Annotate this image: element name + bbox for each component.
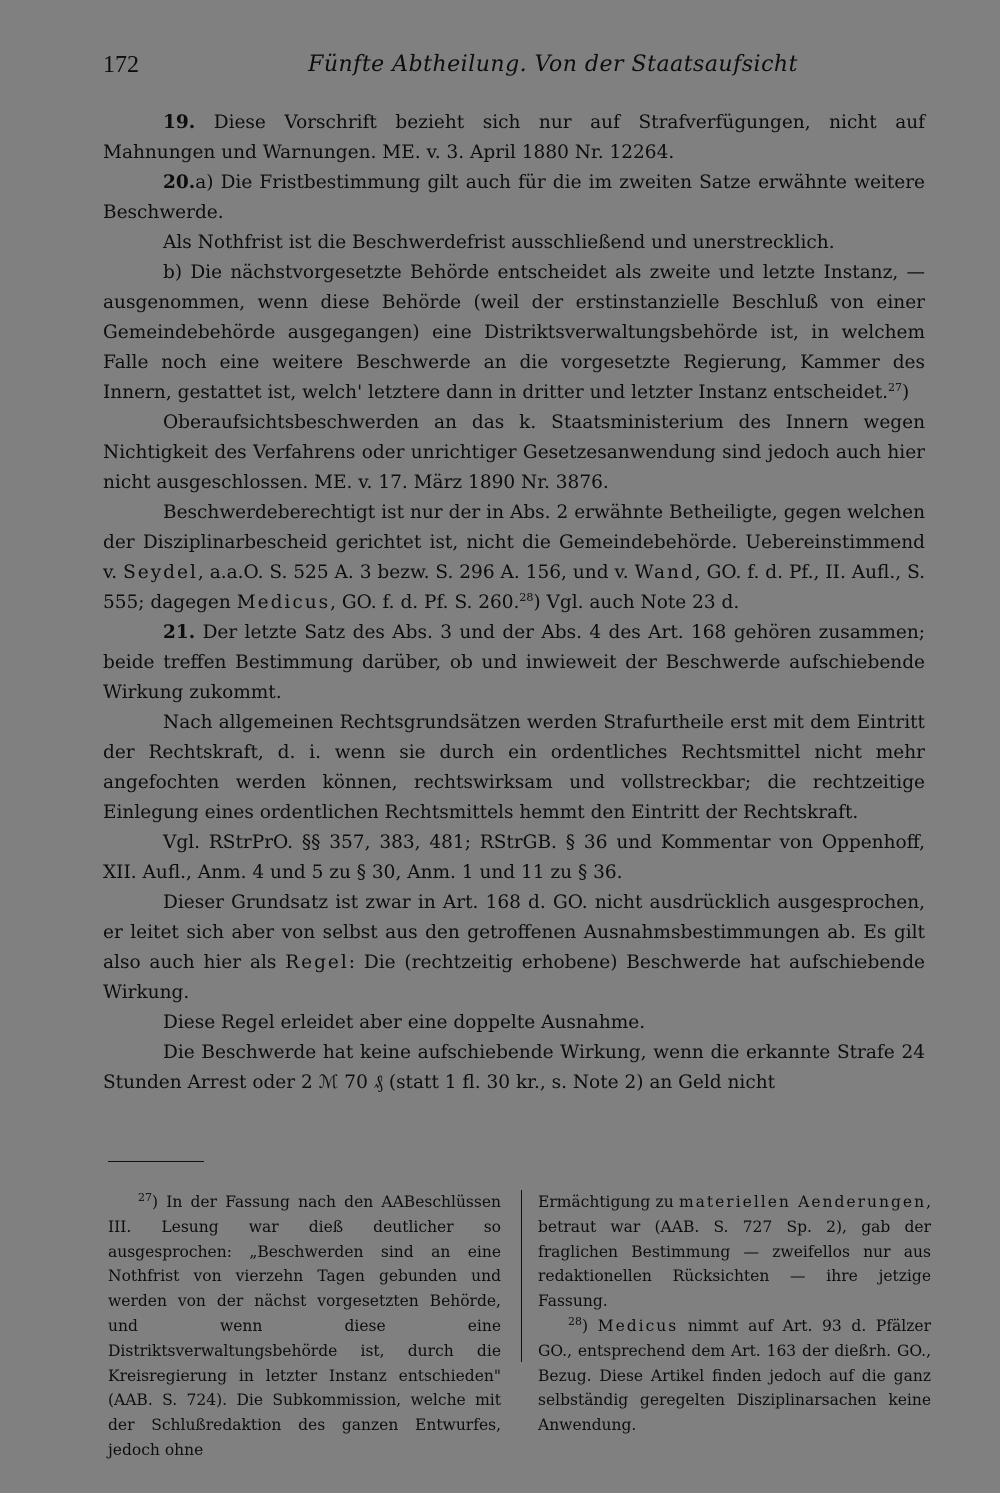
paragraph-oberaufsicht xyxy=(103,408,925,498)
footnote-column-left xyxy=(108,1190,501,1463)
main-text xyxy=(103,108,925,1098)
paragraph-21 xyxy=(103,618,925,708)
footnote-ref: 28 xyxy=(519,590,534,604)
paragraph-keine-wirkung xyxy=(103,1038,925,1098)
footnote-27-continued xyxy=(538,1190,931,1314)
footnote-28 xyxy=(538,1314,931,1438)
running-title: Fünfte Abtheilung. Von der Staatsaufsicht xyxy=(308,52,798,77)
note-number: 19. xyxy=(163,112,196,133)
emphasis: materiellen Aenderungen xyxy=(678,1193,927,1211)
paragraph-nothfrist xyxy=(103,228,925,258)
footnote-text: ) In der Fassung nach den AABeschlüssen III. Lesung war dieß deutlicher so ausgesprochen: „Beschwerden sind an eine Nothfrist von vierzehn Tagen gebunden und werden von der nächst vorgesetzten Behörde, und wenn diese eine Distriktsverwaltungsbehörde ist, durch die Kreisregierung in letzter Instanz entschieden" (AAB. S. 724). Die Subkommission, welche mit der Schlußredaktion des ganzen Entwurfes, jedoch ohne xyxy=(108,1193,501,1459)
paragraph-20b xyxy=(103,258,925,408)
paragraph-ausnahme xyxy=(103,1008,925,1038)
paragraph-text: Als Nothfrist ist die Beschwerdefrist ausschließend und unerstrecklich. xyxy=(163,232,835,253)
paragraph-text: Der letzte Satz des Abs. 3 und der Abs. 4 des Art. 168 gehören zusammen; beide treffen Bestimmung darüber, ob und inwieweit der Beschwerde aufschiebende Wirkung zukommt. xyxy=(103,622,925,703)
note-number: 20. xyxy=(163,172,196,193)
paragraph-text: : Die (rechtzeitig erhobene) Beschwerde hat aufschiebende Wirkung. xyxy=(103,952,925,1003)
footnote-marker: 28 xyxy=(568,1314,582,1328)
paragraph-19 xyxy=(103,108,925,168)
footnote-ref: 27 xyxy=(888,380,903,394)
footnote-separator xyxy=(108,1161,204,1162)
footnote-27 xyxy=(108,1190,501,1463)
footnote-column-right xyxy=(538,1190,931,1438)
page-number: 172 xyxy=(103,52,139,78)
paragraph-text: Diese Regel erleidet aber eine doppelte Ausnahme. xyxy=(163,1012,646,1033)
paragraph-vgl xyxy=(103,828,925,888)
paragraph-text: Dieser Grundsatz ist zwar in Art. 168 d. GO. nicht ausdrücklich ausgesprochen, er leitet sich aber von selbst aus den getroffenen Ausnahmsbestimmungen ab. Es gilt also auch hier als xyxy=(103,892,925,973)
paragraph-20a xyxy=(103,168,925,228)
paragraph-text: , GO. f. d. Pf., II. Aufl., S. 555; dagegen xyxy=(103,562,925,613)
paragraph-text: ) Vgl. auch Note 23 d. xyxy=(533,592,740,613)
footnote-text: nimmt auf Art. 93 d. Pfälzer GO., entsprechend dem Art. 163 der dießrh. GO., Bezug. Diese Artikel finden jedoch auf die ganz selbständig geregelten Disziplinarsachen keine Anwendung. xyxy=(538,1316,931,1435)
footnote-text: ) xyxy=(582,1316,589,1335)
author-name: Seydel xyxy=(123,562,198,583)
paragraph-text: Oberaufsichtsbeschwerden an das k. Staatsministerium des Innern wegen Nichtigkeit des Verfahrens oder unrichtiger Gesetzesanwendung sind jedoch auch hier nicht ausgeschlossen. ME. v. 17. März 1890 Nr. 3876. xyxy=(103,412,925,493)
paragraph-rechtsgrundsaetze xyxy=(103,708,925,828)
paragraph-text: Diese Vorschrift bezieht sich nur auf Strafverfügungen, nicht auf Mahnungen und Warnungen. ME. v. 3. April 1880 Nr. 12264. xyxy=(103,112,925,163)
emphasis: Regel xyxy=(285,952,349,973)
paragraph-text: ) xyxy=(902,382,910,403)
paragraph-text: Die Beschwerde hat keine aufschiebende Wirkung, wenn die erkannte Strafe 24 Stunden Arrest oder 2 ℳ 70 ₰ (statt 1 fl. 30 kr., s. Note 2) an Geld nicht xyxy=(103,1042,925,1093)
column-divider xyxy=(521,1190,522,1362)
author-name: Wand xyxy=(634,562,695,583)
page-header xyxy=(103,52,925,82)
author-name: Medicus xyxy=(597,1316,679,1335)
footnote-marker: 27 xyxy=(138,1190,152,1204)
author-name: Medicus xyxy=(236,592,331,613)
paragraph-beschwerdeberechtigt xyxy=(103,498,925,618)
paragraph-text: , GO. f. d. Pf. S. 260. xyxy=(330,592,520,613)
paragraph-grundsatz xyxy=(103,888,925,1008)
paragraph-text: a) Die Fristbestimmung gilt auch für die im zweiten Satze erwähnte weitere Beschwerde. xyxy=(103,172,925,223)
paragraph-text: , a.a.O. S. 525 A. 3 bezw. S. 296 A. 156, und v. xyxy=(197,562,629,583)
paragraph-text: Beschwerdeberechtigt ist nur der in Abs. 2 erwähnte Betheiligte, gegen welchen der Disziplinarbescheid gerichtet ist, nicht die Gemeindebehörde. Uebereinstimmend v. xyxy=(103,502,925,583)
paragraph-text: Vgl. RStrPrO. §§ 357, 383, 481; RStrGB. § 36 und Kommentar von Oppenhoff, XII. Aufl., Anm. 4 und 5 zu § 30, Anm. 1 und 11 zu § 36. xyxy=(103,832,925,883)
footnote-text: , betraut war (AAB. S. 727 Sp. 2), gab der fraglichen Bestimmung — zweifellos nur aus redaktionellen Rücksichten — ihre jetzige Fassung. xyxy=(538,1193,931,1311)
paragraph-text: Nach allgemeinen Rechtsgrundsätzen werden Strafurtheile erst mit dem Eintritt der Rechtskraft, d. i. wenn sie durch ein ordentliches Rechtsmittel nicht mehr angefochten werden können, rechtswirksam und vollstreckbar; die rechtzeitige Einlegung eines ordentlichen Rechtsmittels hemmt den Eintritt der Rechtskraft. xyxy=(103,712,925,823)
paragraph-text: b) Die nächstvorgesetzte Behörde entscheidet als zweite und letzte Instanz, — ausgenommen, wenn diese Behörde (weil der erstinstanzielle Beschluß von einer Gemeindebehörde ausgegangen) eine Distriktsverwaltungsbehörde ist, in welchem Falle noch eine weitere Beschwerde an die vorgesetzte Regierung, Kammer des Innern, gestattet ist, welch' letztere dann in dritter und letzter Instanz entscheidet. xyxy=(103,262,925,403)
footnote-text: Ermächtigung zu xyxy=(538,1193,674,1211)
note-number: 21. xyxy=(163,622,196,643)
